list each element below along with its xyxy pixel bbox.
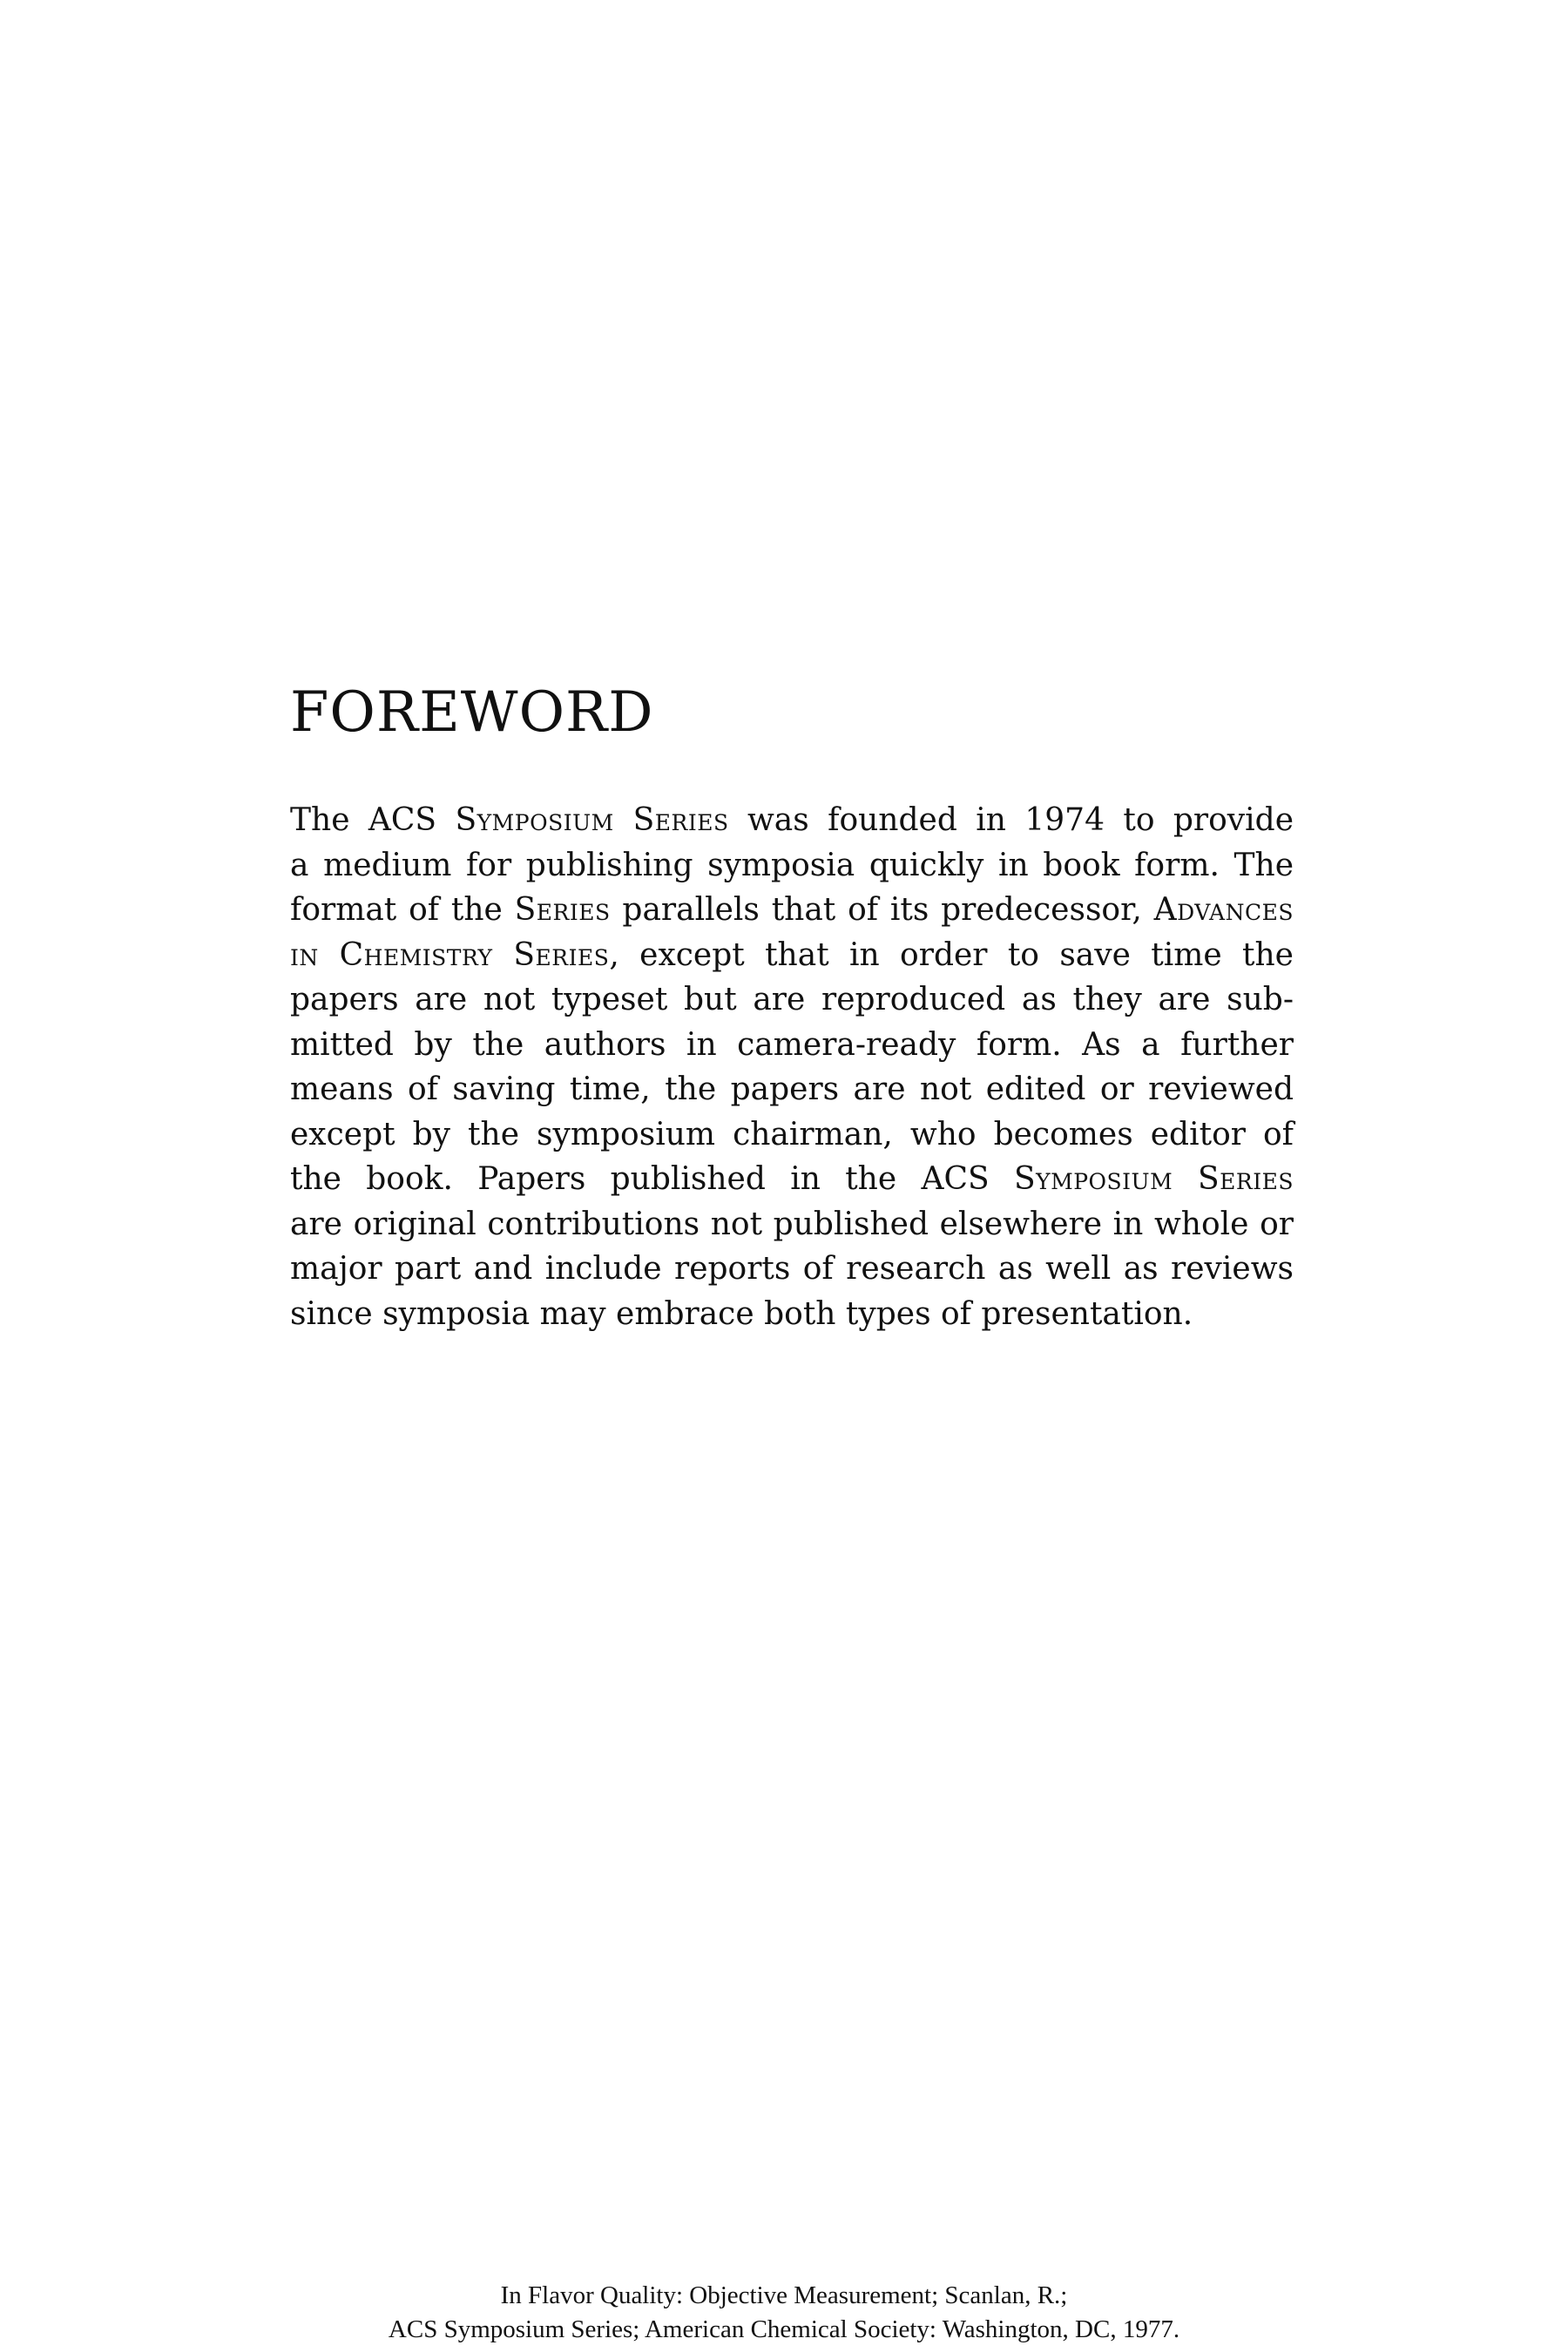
paragraph-line: means of saving time, the papers are not edited or reviewed: [290, 1071, 1294, 1107]
paragraph-line: in Chemistry Series, except that in order to save time the: [290, 936, 1294, 973]
paragraph-line: except by the symposium chairman, who becomes editor of: [290, 1116, 1294, 1152]
paragraph-line: papers are not typeset but are reproduced as they are sub-: [290, 982, 1294, 1017]
paragraph-line: since symposia may embrace both types of presentation.: [290, 1295, 1193, 1332]
small-caps-term: Symposium Series: [1013, 1161, 1294, 1197]
paragraph-line: the book. Papers published in the ACS Symposium Series: [290, 1161, 1294, 1197]
paragraph-line: are original contributions not published elsewhere in whole or: [290, 1206, 1294, 1242]
small-caps-term: Series: [514, 892, 611, 928]
small-caps-term: Advances: [1153, 892, 1294, 928]
small-caps-term: in Chemistry Series: [290, 936, 610, 973]
paragraph-line: format of the Series parallels that of its predecessor, Advances: [290, 892, 1294, 928]
citation-line-1: In Flavor Quality: Objective Measurement; Scanlan, R.;: [500, 2281, 1068, 2309]
paragraph-line: The ACS Symposium Series was founded in 1974 to provide: [290, 802, 1294, 838]
paragraph-line: a medium for publishing symposia quickly in book form. The: [290, 847, 1294, 883]
foreword-paragraph: [290, 798, 1294, 1336]
citation-line-2: ACS Symposium Series; American Chemical Society: Washington, DC, 1977.: [388, 2315, 1180, 2343]
small-caps-term: Symposium Series: [455, 802, 729, 838]
page-title: FOREWORD: [290, 680, 654, 745]
paragraph-line: major part and include reports of research as well as reviews: [290, 1251, 1294, 1287]
paragraph-line: mitted by the authors in camera-ready form. As a further: [290, 1026, 1294, 1063]
